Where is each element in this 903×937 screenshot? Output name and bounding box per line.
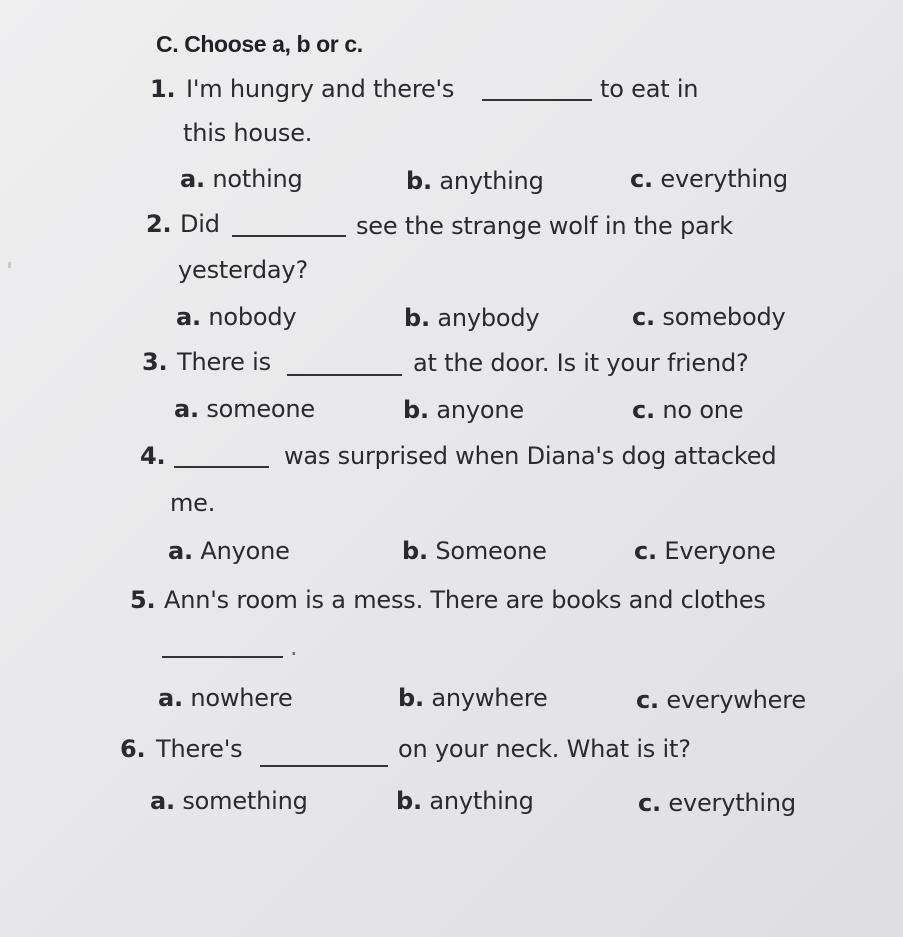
option-text: something	[182, 787, 308, 815]
option-letter: b.	[403, 396, 429, 424]
option-c[interactable]	[632, 396, 743, 424]
option-c[interactable]	[632, 303, 785, 331]
option-text: everywhere	[666, 686, 806, 714]
option-b[interactable]	[406, 167, 544, 195]
option-text: nothing	[212, 165, 303, 193]
option-text: Someone	[435, 537, 547, 565]
option-letter: b.	[402, 537, 428, 565]
option-text: everything	[660, 165, 788, 193]
question-6-line-1	[120, 735, 145, 763]
question-text-before-blank: I'm hungry and there's	[186, 75, 455, 103]
option-letter: c.	[632, 396, 655, 424]
option-text: anybody	[437, 304, 540, 332]
option-c[interactable]	[630, 165, 788, 193]
option-text: nowhere	[190, 684, 293, 712]
option-letter: c.	[638, 789, 661, 817]
option-text: nobody	[208, 303, 297, 331]
question-text-before-blank: Did	[180, 210, 220, 238]
question-text-after-blank: to eat in	[600, 75, 699, 103]
option-b[interactable]	[398, 684, 548, 712]
option-text: anything	[439, 167, 544, 195]
option-a[interactable]	[168, 537, 290, 565]
question-text-line-2: this house.	[183, 119, 313, 147]
answer-blank	[482, 99, 592, 101]
sentence-period: .	[290, 633, 298, 661]
question-4-line-1	[140, 442, 165, 470]
option-a[interactable]	[176, 303, 296, 331]
option-letter: c.	[632, 303, 655, 331]
option-letter: b.	[406, 167, 432, 195]
question-text-before-blank: There is	[177, 348, 271, 376]
option-c[interactable]	[636, 686, 806, 714]
option-text: no one	[662, 396, 744, 424]
question-number: 3.	[142, 348, 168, 376]
answer-blank	[232, 235, 346, 237]
question-1-line-1	[150, 75, 175, 103]
question-text-before-blank: Ann's room is a mess. There are books and clothes	[164, 586, 766, 614]
option-letter: a.	[158, 684, 183, 712]
option-c[interactable]	[638, 789, 796, 817]
option-letter: a.	[180, 165, 205, 193]
question-text-after-blank: see the strange wolf in the park	[356, 212, 733, 240]
option-text: someone	[206, 395, 315, 423]
option-text: everything	[668, 789, 796, 817]
option-letter: b.	[396, 787, 422, 815]
question-text-after-blank: on your neck. What is it?	[398, 735, 691, 763]
option-text: anyone	[436, 396, 524, 424]
option-b[interactable]	[403, 396, 524, 424]
exercise-heading: C. Choose a, b or c.	[156, 31, 363, 57]
option-text: anywhere	[431, 684, 548, 712]
option-text: anything	[429, 787, 534, 815]
question-text-after-blank: was surprised when Diana's dog attacked	[284, 442, 777, 470]
answer-blank	[174, 466, 269, 468]
question-text-line-2: me.	[170, 489, 216, 517]
option-b[interactable]	[402, 537, 547, 565]
question-number: 2.	[146, 210, 172, 238]
option-letter: a.	[176, 303, 201, 331]
option-letter: c.	[634, 537, 657, 565]
answer-blank	[162, 656, 283, 658]
question-text-line-2: yesterday?	[178, 256, 308, 284]
paper-mark	[8, 262, 11, 268]
question-3-line-1	[142, 348, 167, 376]
option-letter: a.	[168, 537, 193, 565]
answer-blank	[287, 374, 402, 376]
question-number: 6.	[120, 735, 146, 763]
option-a[interactable]	[150, 787, 308, 815]
question-text-after-blank: at the door. Is it your friend?	[413, 349, 749, 377]
question-2-line-1	[146, 210, 171, 238]
option-letter: b.	[398, 684, 424, 712]
question-number: 4.	[140, 442, 166, 470]
question-number: 5.	[130, 586, 156, 614]
option-letter: b.	[404, 304, 430, 332]
answer-blank	[260, 765, 388, 767]
option-b[interactable]	[396, 787, 534, 815]
option-a[interactable]	[158, 684, 293, 712]
option-letter: a.	[174, 395, 199, 423]
option-letter: a.	[150, 787, 175, 815]
option-c[interactable]	[634, 537, 776, 565]
question-5-line-1	[130, 586, 155, 614]
option-a[interactable]	[174, 395, 315, 423]
option-text: somebody	[662, 303, 786, 331]
option-letter: c.	[630, 165, 653, 193]
option-text: Anyone	[200, 537, 290, 565]
option-letter: c.	[636, 686, 659, 714]
question-text-before-blank: There's	[156, 735, 243, 763]
option-a[interactable]	[180, 165, 303, 193]
option-b[interactable]	[404, 304, 539, 332]
question-number: 1.	[150, 75, 176, 103]
option-text: Everyone	[664, 537, 776, 565]
